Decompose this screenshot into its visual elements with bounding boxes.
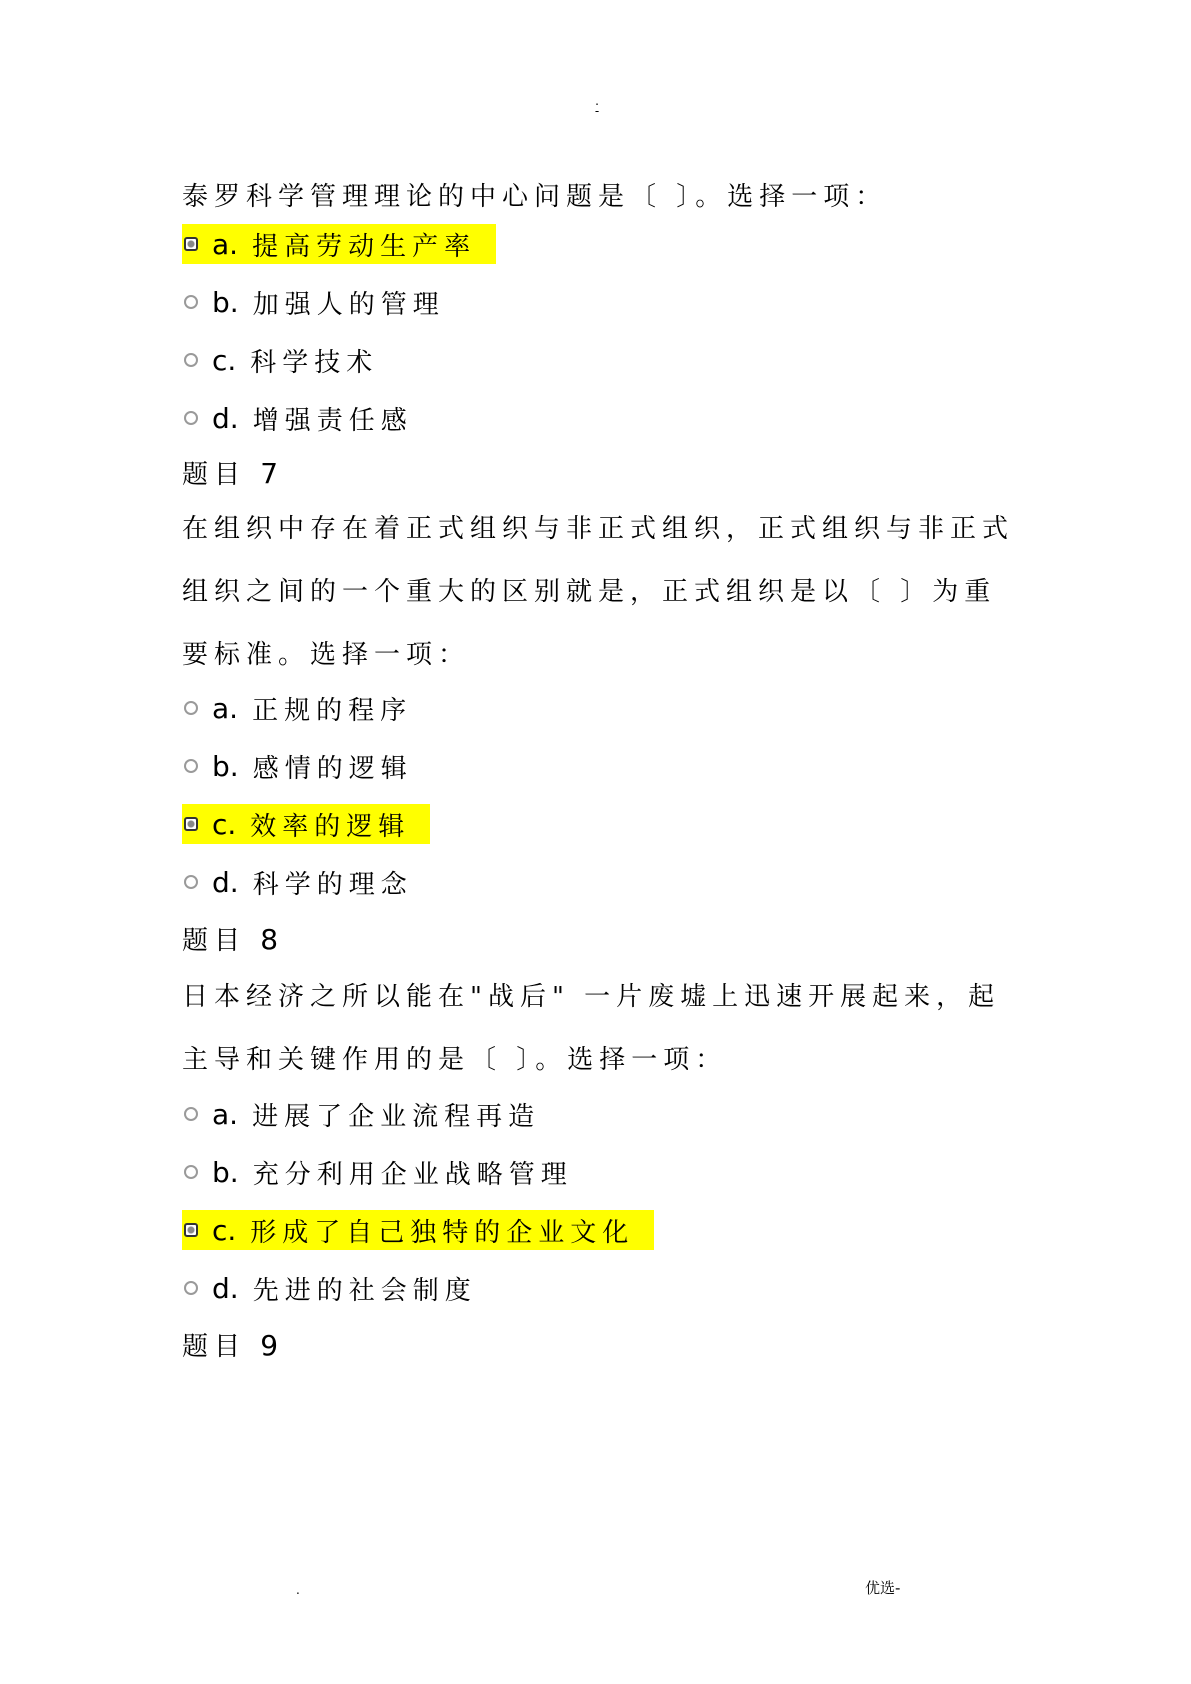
- q7-option-d[interactable]: [182, 862, 433, 902]
- q6-option-a[interactable]: [182, 224, 496, 264]
- heading-label: 题目: [182, 460, 247, 490]
- q8-option-a[interactable]: [182, 1094, 560, 1134]
- option-text: 感情的逻辑: [252, 753, 413, 784]
- header-dash: -: [594, 104, 600, 118]
- option-text: 先进的社会制度: [252, 1275, 477, 1306]
- option-text: 加强人的管理: [252, 289, 445, 320]
- option-text: 进展了企业流程再造: [252, 1101, 541, 1132]
- q7-option-a[interactable]: [182, 688, 432, 728]
- radio-icon[interactable]: [184, 1107, 198, 1121]
- question-8-heading: [182, 920, 278, 961]
- question-8-stem: 日本经济之所以能在"战后" 一片废墟上迅速开展起来，起主导和关键作用的是〔 〕。选择一项：: [182, 982, 1001, 1075]
- radio-icon[interactable]: [184, 1165, 198, 1179]
- option-letter: a.: [212, 227, 239, 261]
- option-text: 科学的理念: [252, 869, 413, 900]
- question-7-stem: 在组织中存在着正式组织与非正式组织，正式组织与非正式组织之间的一个重大的区别就是，正式组织是以〔 〕为重要标准。选择一项：: [182, 514, 1015, 670]
- option-letter: c.: [212, 807, 237, 841]
- option-text: 科学技术: [250, 347, 379, 378]
- question-number: 9: [260, 1329, 279, 1362]
- radio-icon[interactable]: [184, 411, 198, 425]
- q8-option-d[interactable]: [182, 1268, 497, 1308]
- q8-option-c[interactable]: [182, 1210, 654, 1250]
- q6-option-b[interactable]: [182, 282, 465, 322]
- question-6-stem: 泰罗科学管理理论的中心问题是〔 〕。选择一项：: [182, 182, 888, 212]
- question-9-heading: [182, 1326, 278, 1367]
- heading-label: 题目: [182, 1332, 247, 1362]
- option-letter: b.: [212, 749, 239, 783]
- option-text: 增强责任感: [252, 405, 413, 436]
- option-letter: c.: [212, 1213, 237, 1247]
- q6-option-d[interactable]: [182, 398, 433, 438]
- radio-selected-icon[interactable]: [184, 817, 198, 831]
- radio-icon[interactable]: [184, 295, 198, 309]
- option-letter: a.: [212, 691, 239, 725]
- footer-dot: .: [296, 1583, 300, 1597]
- radio-icon[interactable]: [184, 759, 198, 773]
- option-text: 提高劳动生产率: [252, 231, 477, 262]
- q7-option-b[interactable]: [182, 746, 433, 786]
- header-mark: [590, 96, 604, 116]
- radio-icon[interactable]: [184, 875, 198, 889]
- option-letter: d.: [212, 1271, 239, 1305]
- option-letter: d.: [212, 401, 239, 435]
- radio-selected-icon[interactable]: [184, 237, 198, 251]
- header-dot: .: [595, 94, 599, 108]
- footer-text: 优选-: [865, 1579, 901, 1597]
- option-letter: b.: [212, 285, 239, 319]
- option-text: 正规的程序: [252, 695, 413, 726]
- q6-option-c[interactable]: [182, 340, 398, 380]
- option-letter: c.: [212, 343, 237, 377]
- radio-icon[interactable]: [184, 353, 198, 367]
- question-7-heading: [182, 454, 278, 495]
- option-letter: d.: [212, 865, 239, 899]
- option-text: 充分利用企业战略管理: [252, 1159, 573, 1190]
- q7-option-c[interactable]: [182, 804, 430, 844]
- option-text: 效率的逻辑: [250, 811, 411, 842]
- question-number: 8: [260, 923, 279, 956]
- radio-icon[interactable]: [184, 701, 198, 715]
- radio-icon[interactable]: [184, 1281, 198, 1295]
- question-number: 7: [260, 457, 279, 490]
- option-text: 形成了自己独特的企业文化: [250, 1217, 635, 1248]
- option-letter: a.: [212, 1097, 239, 1131]
- q8-option-b[interactable]: [182, 1152, 593, 1192]
- heading-label: 题目: [182, 926, 247, 956]
- radio-selected-icon[interactable]: [184, 1223, 198, 1237]
- option-letter: b.: [212, 1155, 239, 1189]
